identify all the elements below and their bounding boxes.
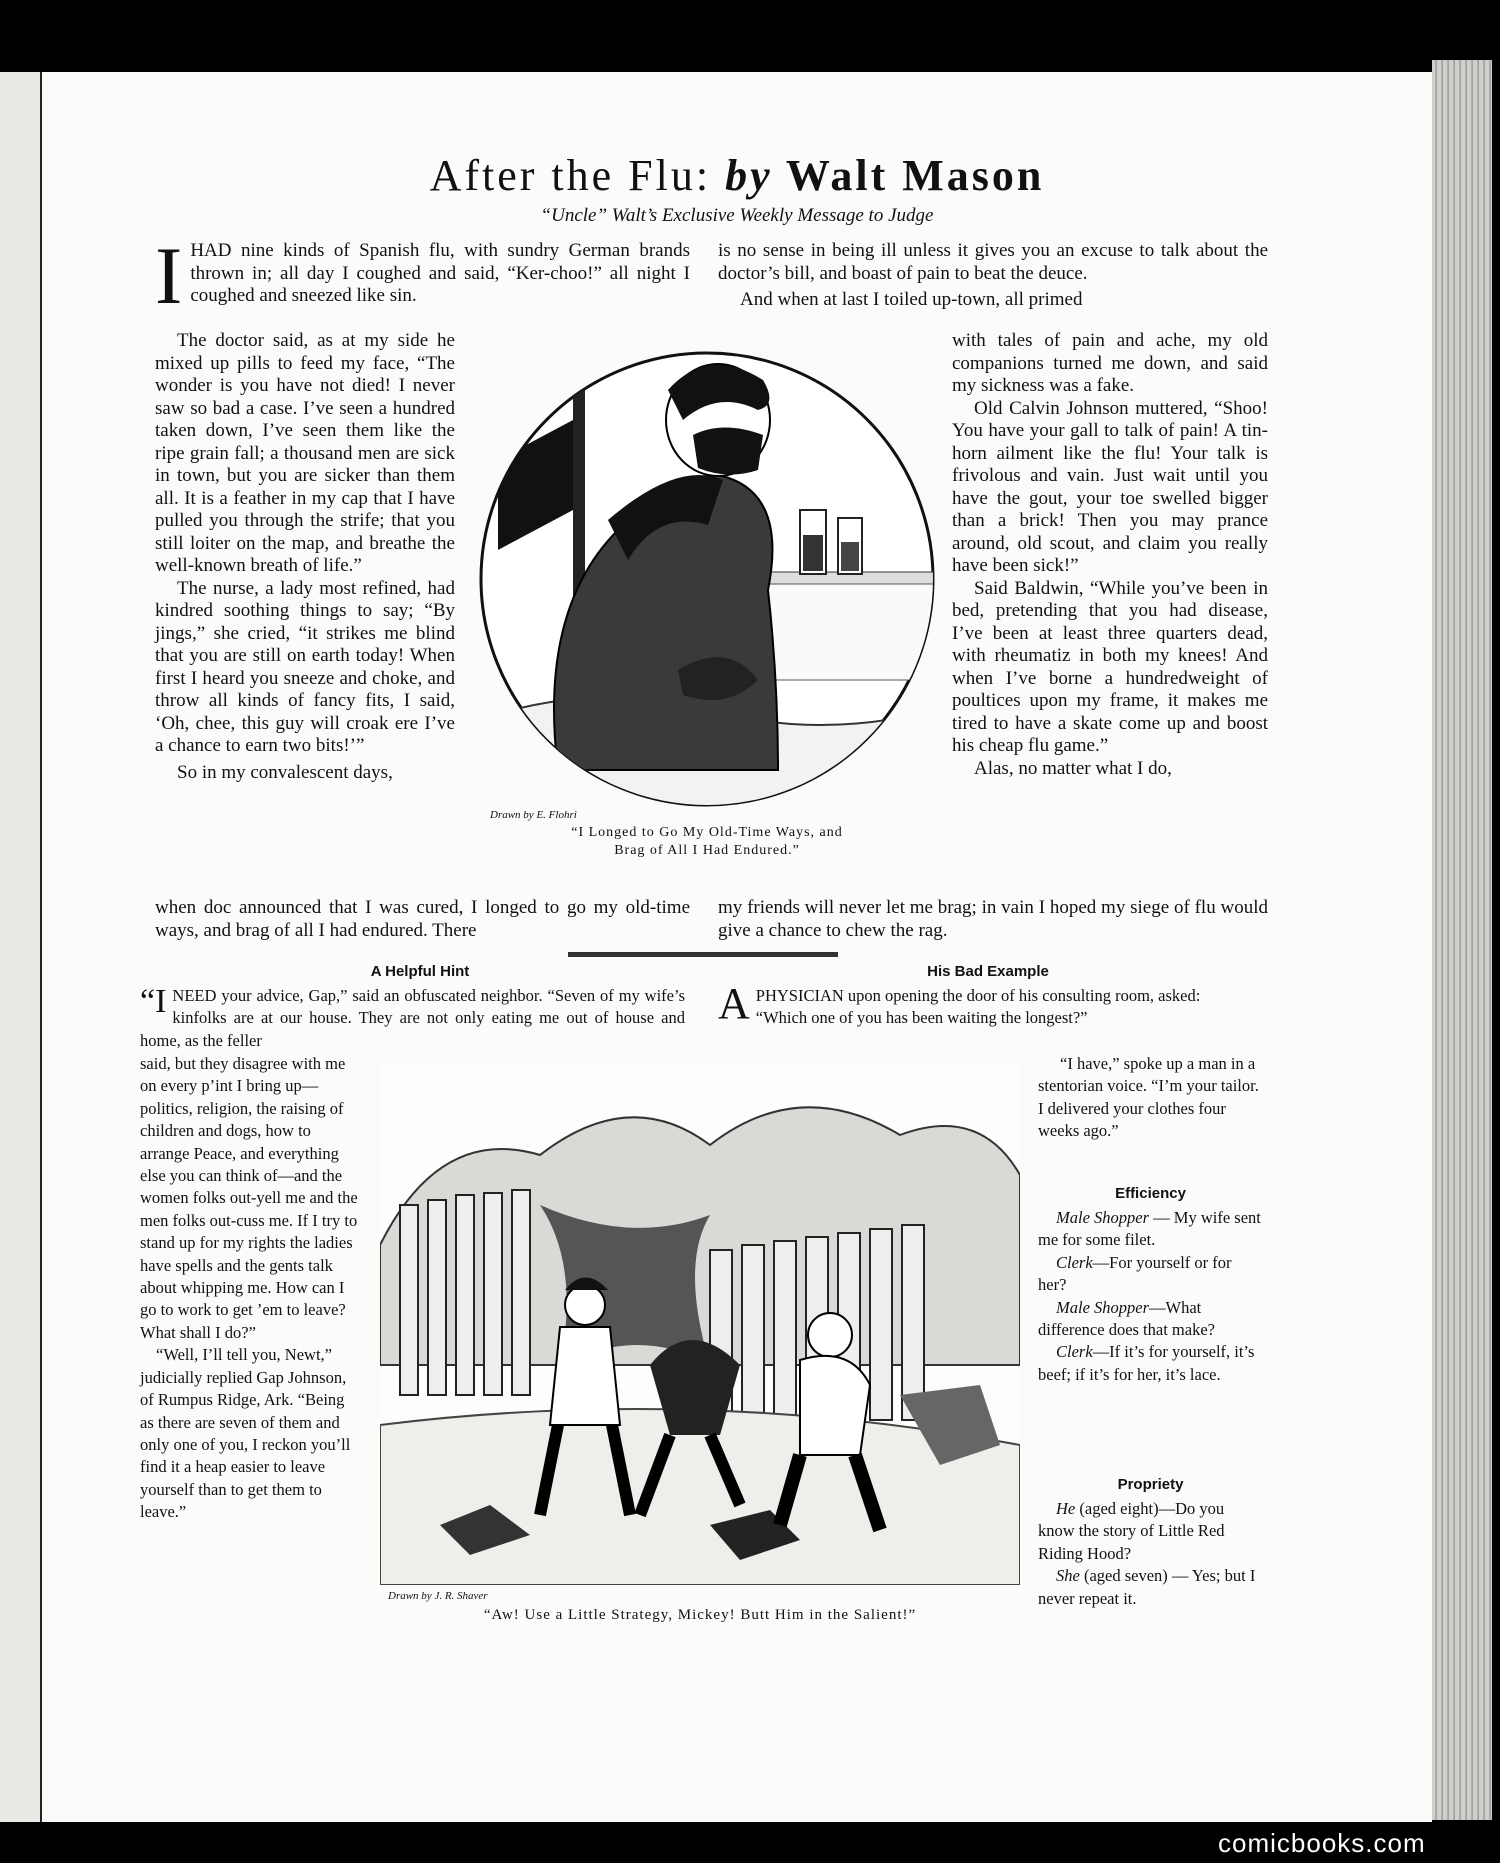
site-watermark: comicbooks.com: [1218, 1828, 1426, 1858]
title-text: After the Flu:: [429, 151, 726, 200]
hint-reply-text: “Well, I’ll tell you, Newt,” judicially replied Gap Johnson, of Rumpus Ridge, Ark. “Being as there are seven of them and only one of you, I reckon you’ll find it a heap easier to leave yourself than to get them to leave.”: [140, 1345, 351, 1522]
hint-body: [140, 1053, 358, 1524]
propriety-body: [1038, 1498, 1263, 1610]
article-subtitle: “Uncle” Walt’s Exclusive Weekly Message to Judge: [540, 205, 934, 226]
title-by: by: [725, 151, 773, 200]
cartoon-credit: Drawn by J. R. Shaver: [388, 1590, 488, 1602]
illustration-caption-line-1: “I Longed to Go My Old-Time Ways, and: [571, 825, 843, 840]
article-title: [42, 150, 1432, 201]
poem-stanza-2: The doctor said, as at my side he mixed up pills to feed my face, “The wonder is you have not died! I never saw so bad a case. I’ve seen a hundred taken down, I’ve seen them like the ripe grain fall; a thousand men are sick in town, but you are sicker than them all. It is a feather in my cap that I have pulled you through the strife; that you still loiter on the map, and breathe the well-known breath of life.”: [155, 330, 455, 576]
poem-bottom-right: my friends will never let me brag; in vain I hoped my siege of flu would give a chance to chew the rag.: [718, 897, 1268, 941]
poem-right-stanza-5: Alas, no matter what I do,: [974, 757, 1172, 779]
poem-right-column: [952, 330, 1268, 780]
flu-illustration: [478, 350, 936, 808]
title-author: Walt Mason: [772, 151, 1045, 200]
cartoon-caption: “Aw! Use a Little Strategy, Mickey! Butt Him in the Salient!”: [483, 1607, 917, 1623]
poem-right-stanza-1: is no sense in being ill unless it gives you an excuse to talk about the doctor’s bill, and boast of pain to beat the deuce.: [718, 240, 1268, 284]
illustration-caption-line-2: Brag of All I Had Endured.”: [614, 843, 800, 858]
poem-stanza-3: The nurse, a lady most refined, had kindred soothing things to say; “By jings,” she cried, “it strikes me blind that you are still on earth today! When first I heard you sneeze and choke, and throw all kinds of fancy fits, I said, ‘Oh, chee, this guy will croak ere I’ve a chance to earn two bits!’”: [155, 577, 455, 756]
page-stack-edge: [1432, 60, 1492, 1820]
hint-heading: A Helpful Hint: [370, 963, 470, 980]
poem-right-stanza-4: Said Baldwin, “While you’ve been in bed, pretending that you had disease, I’ve been at least three quarters dead, with rheumatiz in both my knees! And when I’ve borne a hundredweight of poultices upon my frame, it makes me tired to have a skate come up and boost his cheap flu game.”: [952, 577, 1268, 756]
illustration-credit: Drawn by E. Flohri: [490, 809, 577, 821]
propriety-line-2: She (aged seven) — Yes; but I never repeat it.: [1038, 1566, 1256, 1608]
poem-stanza-4: So in my convalescent days,: [177, 761, 393, 783]
poem-left-lead: [155, 230, 690, 321]
efficiency-body: [1038, 1207, 1263, 1386]
example-dropcap: A: [718, 979, 750, 1028]
efficiency-line-1: Male Shopper — My wife sent me for some filet.: [1038, 1208, 1261, 1250]
previous-page-edge: [0, 72, 42, 1822]
hint-body-text: said, but they disagree with me on every p’int I bring up—politics, religion, the raising of children and dogs, how to arrange Peace, and everything else you can think of—and the women folks out-yell me and the men folks out-cuss me. If I try to stand up for my rights the ladies have spells and the gents talk about whipping me. How can I go to work to get ’em to leave? What shall I do?”: [140, 1054, 358, 1342]
efficiency-line-3: Male Shopper—What difference does that make?: [1038, 1297, 1215, 1340]
efficiency-line-4: Clerk—If it’s for yourself, it’s beef; if it’s for her, it’s lace.: [1038, 1342, 1255, 1384]
example-lead-text: PHYSICIAN upon opening the door of his consulting room, asked:: [755, 986, 1201, 1005]
example-answer-text: “I have,” spoke up a man in a stentorian voice. “I’m your tailor. I delivered your clothes four weeks ago.”: [1038, 1054, 1259, 1141]
poem-right-stanza-3: Old Calvin Johnson muttered, “Shoo! You have your gall to talk of pain! A tin-horn ailment like the flu! Your talk is frivolous and vain. Just wait until you have the gout, your toe swelled bigger than a brick! Then you may prance around, old scout, and claim you really have been sick!”: [952, 397, 1268, 576]
efficiency-heading: Efficiency: [1115, 1185, 1186, 1202]
poem-right-stanza-2-lead: And when at last I toiled up-town, all primed: [740, 289, 1083, 310]
poem-bottom-left: when doc announced that I was cured, I longed to go my old-time ways, and brag of all I had endured. There: [155, 897, 690, 941]
hint-lead-text: NEED your advice, Gap,” said an obfuscated neighbor. “Seven of my wife’s kinfolks are at our house. They are not only eating me out of house and home, as the feller: [140, 986, 685, 1050]
efficiency-line-2: Clerk—For yourself or for her?: [1038, 1252, 1232, 1295]
example-question: “Which one of you has been waiting the longest?”: [755, 1008, 1088, 1028]
propriety-line-1: He (aged eight)—Do you know the story of Little Red Riding Hood?: [1038, 1499, 1225, 1563]
boys-fight-cartoon: [380, 1065, 1020, 1585]
dropcap-i: I: [155, 230, 183, 321]
poem-right-lead: [718, 240, 1268, 312]
example-lead: [718, 979, 1263, 1030]
example-heading: His Bad Example: [927, 963, 1049, 980]
hint-lead: “I NEED your advice, Gap,” said an obfuscated neighbor. “Seven of my wife’s kinfolks are at our house. They are not only eating me out of house and home, as the feller: [140, 985, 685, 1052]
poem-right-stanza-2: with tales of pain and ache, my old companions turned me down, and said my sickness was a fake.: [952, 330, 1268, 396]
poem-stanza-1: HAD nine kinds of Spanish flu, with sundry German brands thrown in; all day I coughed and said, “Ker-choo!” all night I coughed and sneezed like sin.: [190, 240, 690, 306]
hint-dropcap: I: [155, 983, 167, 1020]
propriety-heading: Propriety: [1117, 1476, 1184, 1493]
poem-left-column: [155, 330, 455, 784]
section-divider: [568, 952, 838, 957]
example-answer: [1038, 1053, 1263, 1143]
